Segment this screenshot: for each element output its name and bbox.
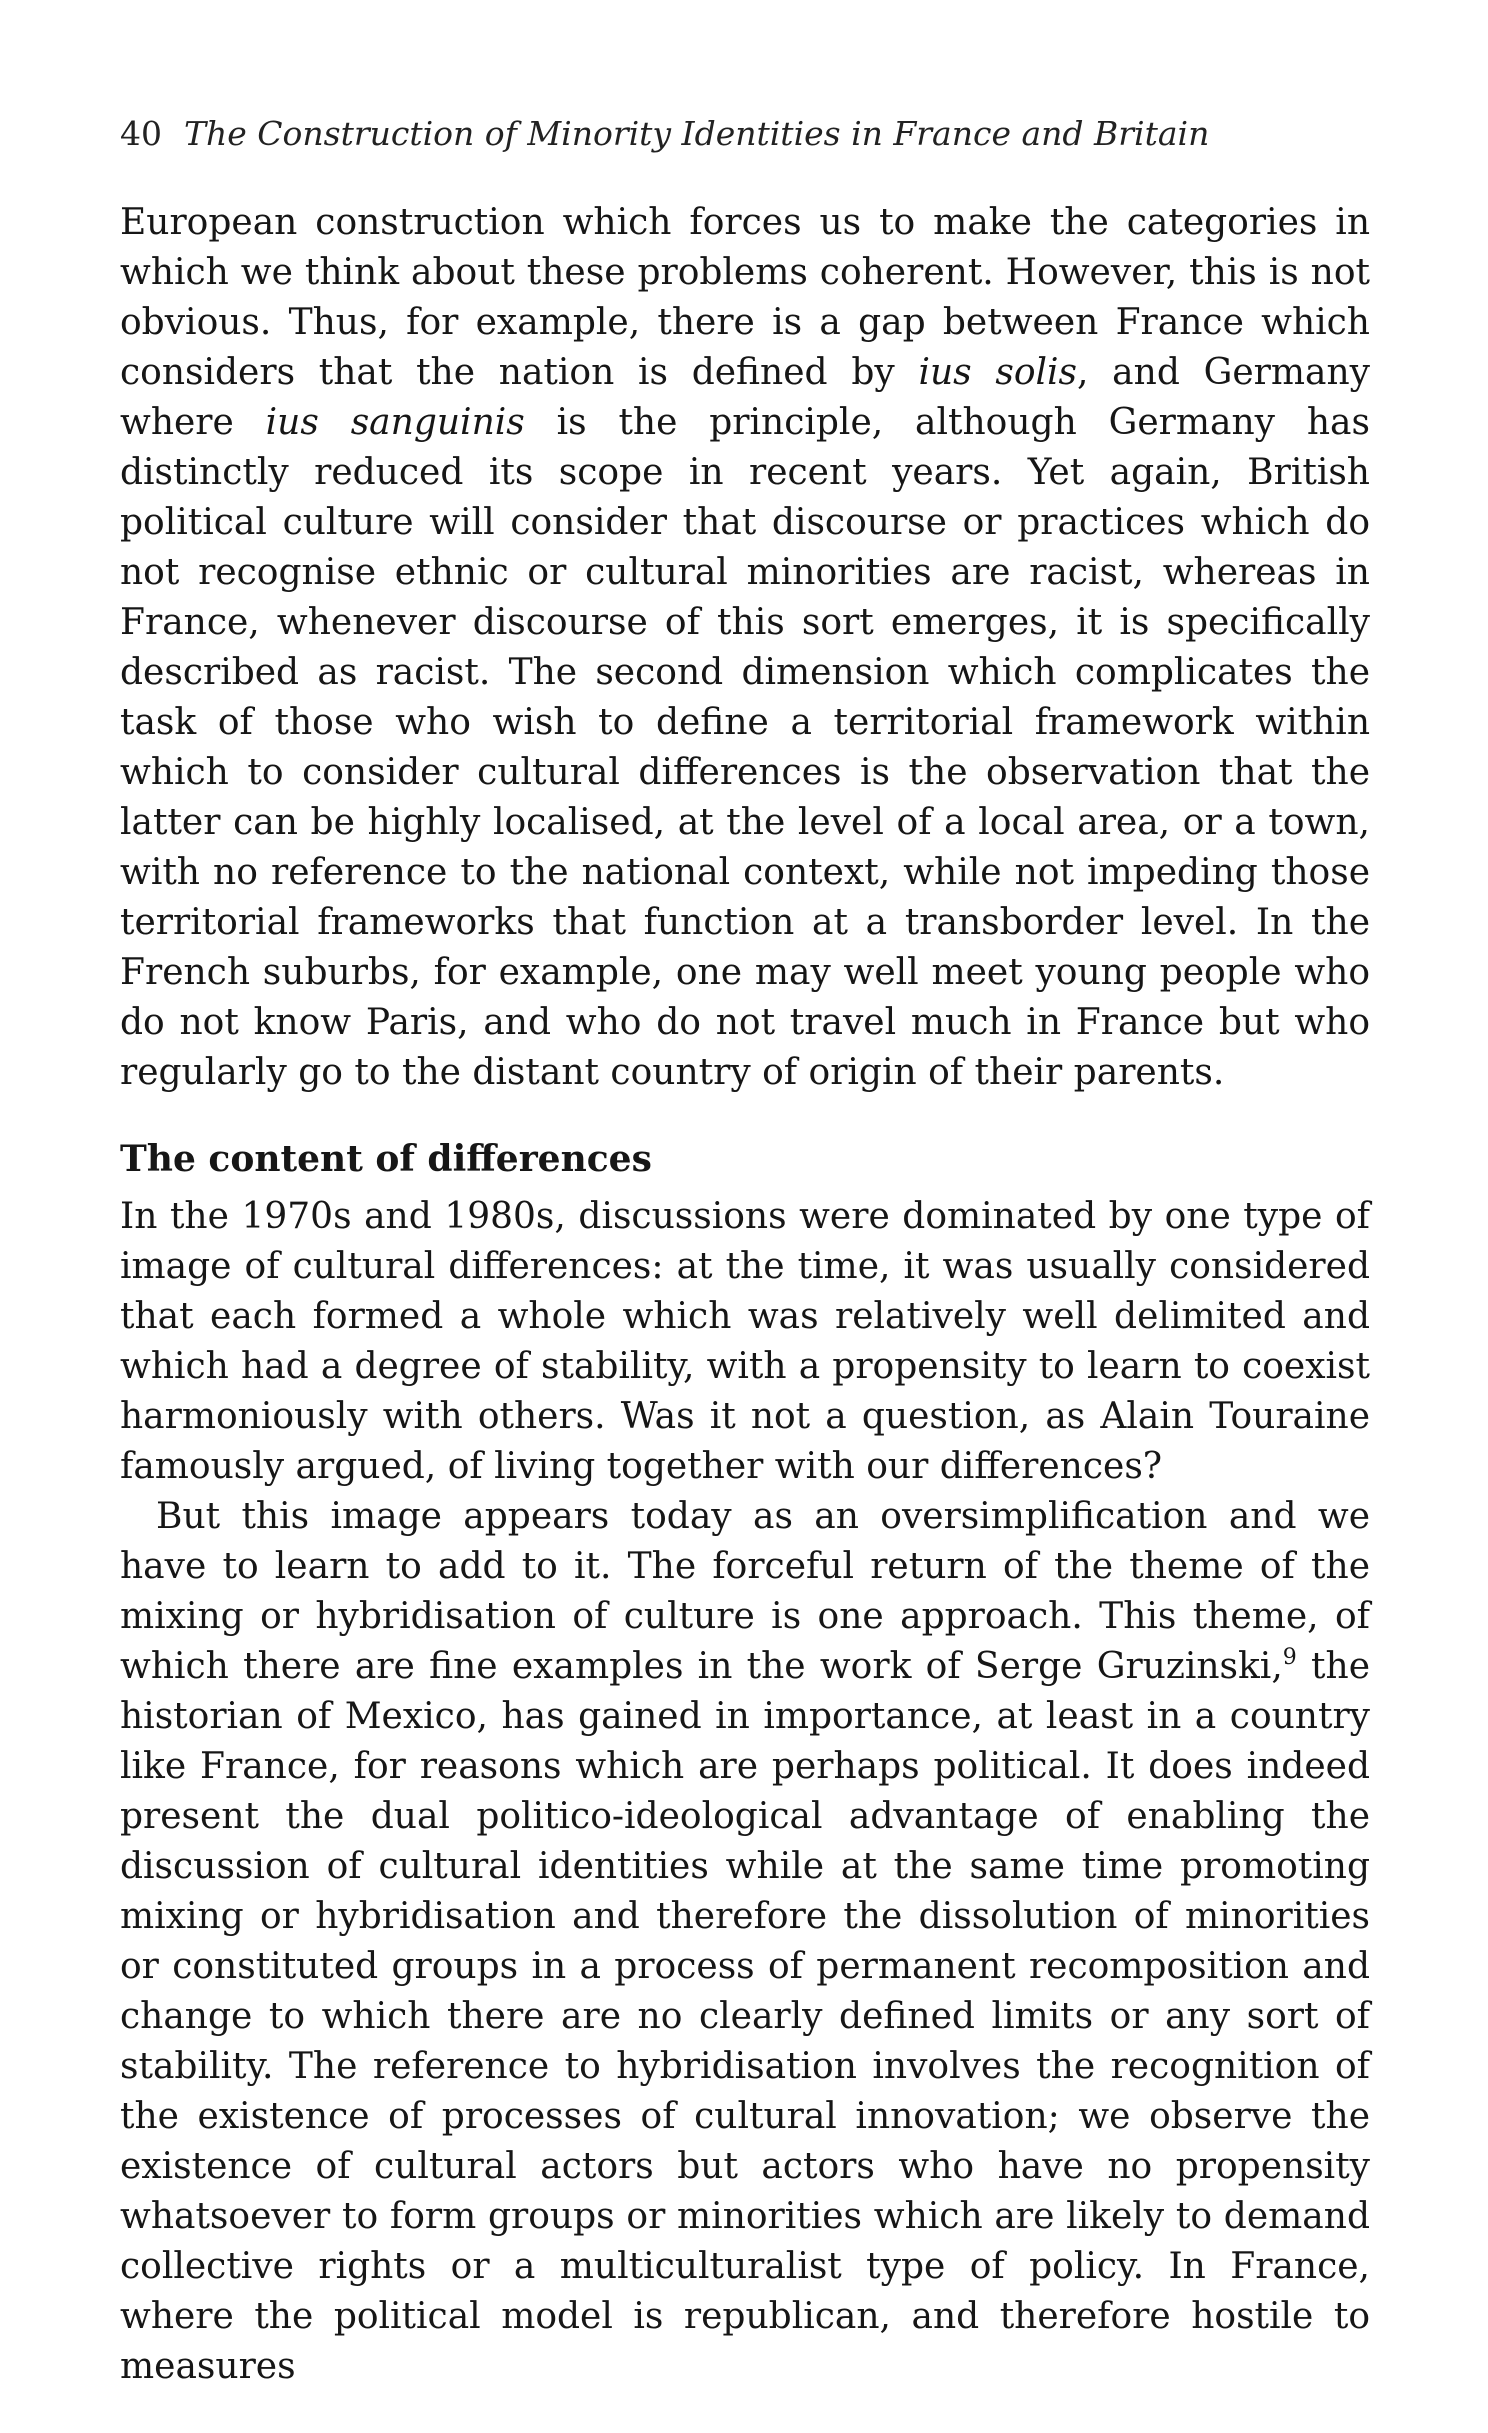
paragraph-1-part-2: , and Germany where bbox=[120, 352, 1370, 443]
book-page bbox=[120, 112, 1370, 2392]
paragraph-1-part-3: is the principle, although Germany has distinctly reduced its scope in recent years. Yet again, British political culture will consider that discourse or practices which do not recognise ethnic or cultural minorities are racist, whereas in France, whenever discourse of this sort emerges, it is specifically described as racist. The second dimension which complicates the task of those who wish to define a territorial framework within which to consider cultural differences is the observation that the latter can be highly localised, at the level of a local area, or a town, with no reference to the national context, while not impeding those territorial frameworks that function at a transborder level. In the French suburbs, for example, one may well meet young people who do not know Paris, and who do not travel much in France but who regularly go to the distant country of origin of their parents. bbox=[120, 402, 1370, 1093]
page-number: 40 bbox=[120, 114, 162, 153]
running-head-title: The Construction of Minority Identities in France and Britain bbox=[184, 114, 1210, 153]
paragraph-3-part-1: But this image appears today as an oversimplification and we have to learn to add to it. The forceful return of the theme of the mixing or hybridisation of culture is one approach. This theme, of which there are fine examples in the work of Serge Gruzinski, bbox=[120, 1496, 1370, 1687]
section-heading: The content of differences bbox=[120, 1138, 652, 1180]
term-ius-solis: ius solis bbox=[918, 352, 1077, 393]
paragraph-1 bbox=[120, 198, 1370, 1098]
term-ius-sanguinis: ius sanguinis bbox=[265, 402, 525, 443]
running-head bbox=[120, 112, 1370, 156]
footnote-reference[interactable]: 9 bbox=[1282, 1645, 1297, 1670]
paragraph-3-part-2: the historian of Mexico, has gained in importance, at least in a country like France, for reasons which are perhaps political. It does indeed present the dual politico-ideological advantage of enabling the discussion of cultural identities while at the same time promoting mixing or hybridisation and therefore the dissolution of minorities or constituted groups in a process of permanent recomposition and change to which there are no clearly defined limits or any sort of stability. The reference to hybridisation involves the recognition of the existence of processes of cultural innovation; we observe the existence of cultural actors but actors who have no propensity whatsoever to form groups or minorities which are likely to demand collective rights or a multiculturalist type of policy. In France, where the political model is republican, and therefore hostile to measures bbox=[120, 1646, 1371, 2387]
paragraph-3 bbox=[120, 1492, 1370, 2392]
paragraph-2: In the 1970s and 1980s, discussions were dominated by one type of image of cultural differences: at the time, it was usually considered that each formed a whole which was relatively well delimited and which had a degree of stability, with a propensity to learn to coexist harmoniously with others. Was it not a question, as Alain Touraine famously argued, of living together with our differences? bbox=[120, 1196, 1370, 1487]
paragraph-1-part-1: European construction which forces us to make the categories in which we think about these problems coherent. However, this is not obvious. Thus, for example, there is a gap between France which considers that the nation is defined by bbox=[120, 202, 1370, 393]
